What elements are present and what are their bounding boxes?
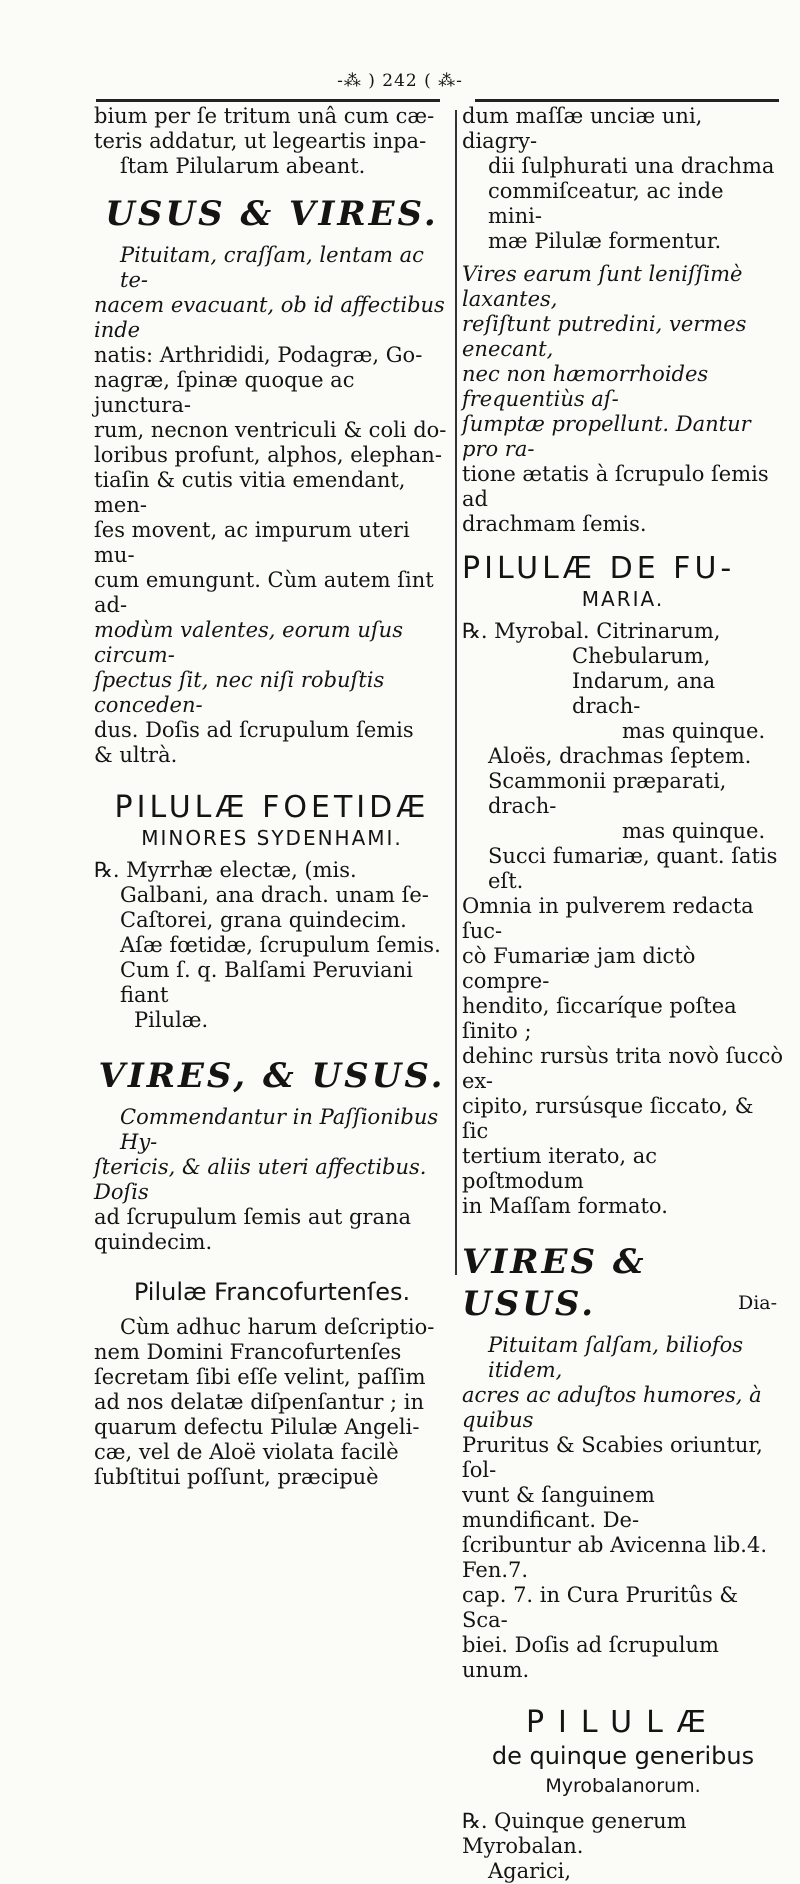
text-line: ſecretam ſibi eſſe velint, paſſim [94, 1365, 426, 1389]
text-line: drachmam ſemis. [462, 512, 647, 536]
recipe-line: Succi fumariæ, quant. ſatis eſt. [488, 844, 778, 893]
recipe-line: mas quinque. [622, 819, 766, 843]
section-heading-vires-usus-right: VIRES & USUS. [462, 1242, 647, 1324]
recipe-line: Agarici, [488, 1859, 572, 1883]
text-line: cipito, rursúsque ſiccato, & ſic [462, 1094, 754, 1143]
page-header [0, 66, 800, 96]
text-line: nagræ, ſpinæ quoque ac junctura- [94, 368, 355, 417]
text-line: hendito, ſiccaríque poſtea ſinito ; [462, 994, 737, 1043]
recipe-line: mas quinque. [622, 719, 766, 743]
recipe-line: Galbani, ana drach. unam ſe- [120, 883, 429, 907]
text-line: cap. 7. in Cura Pruritûs & Sca- [462, 1583, 739, 1632]
text-line: ſumptæ propellunt. Dantur pro ra- [462, 412, 751, 461]
text-line: dii ſulphurati una drachma [488, 154, 775, 178]
text-line: bium per ſe tritum unâ cum cæ- [94, 104, 435, 128]
text-line: tertium iterato, ac poſtmodum [462, 1144, 658, 1193]
recipe-line: Scammonii præparati, drach- [488, 769, 727, 818]
right-column [462, 100, 784, 1884]
section-heading-vires-usus: VIRES, & USUS. [98, 1056, 446, 1096]
text-line: ſtam Pilularum abeant. [120, 154, 366, 178]
page-number: -⁂ ) 242 ( ⁂- [337, 71, 463, 91]
section-subheading-myrobalanorum: Myrobalanorum. [545, 1775, 701, 1797]
recipe-line: ℞. Myrrhæ electæ, (mis. [94, 858, 357, 882]
text-line: Omnia in pulverem redacta ſuc- [462, 894, 754, 943]
text-line: ad nos delatæ diſpenſantur ; in [94, 1390, 425, 1414]
text-line: natis: Arthrididi, Podagræ, Go- [94, 343, 423, 367]
text-line: ſes movent, ac impurum uteri mu- [94, 518, 410, 567]
recipe-line: Pilulæ. [134, 1008, 209, 1032]
text-line: cum emungunt. Cùm autem ſint ad- [94, 568, 434, 617]
text-line: loribus profunt, alphos, elephan- [94, 443, 442, 467]
recipe-line: Chebularum, [572, 644, 711, 668]
section-heading-pilulae: PILULÆ [525, 1705, 721, 1740]
text-line: nacem evacuant, ob id affectibus inde [94, 293, 445, 342]
text-line: nec non hæmorrhoides frequentiùs aſ- [462, 362, 709, 411]
text-line: biei. Doſis ad ſcrupulum unum. [462, 1633, 719, 1682]
text-line: ad ſcrupulum ſemis aut grana [94, 1205, 412, 1229]
text-line: in Maſſam formato. [462, 1194, 668, 1218]
text-line: quindecim. [94, 1230, 213, 1254]
text-line: cæ, vel de Aloë violata facilè [94, 1440, 399, 1464]
text-line: cò Fumariæ jam dictò compre- [462, 944, 696, 993]
text-line: dum maſſæ unciæ uni, diagry- [462, 104, 703, 153]
recipe-line: Cum ſ. q. Balſami Peruviani fiant [120, 958, 413, 1007]
catchword: Dia- [738, 1292, 778, 1314]
section-heading-pilulae-de-fumaria: PILULÆ DE FU- [462, 551, 736, 586]
section-heading-pilulae-foetidae: PILULÆ FOETIDÆ [114, 790, 430, 825]
text-line: Pituitam ſalſam, biliofos itidem, [488, 1333, 744, 1382]
text-line: acres ac aduſtos humores, à quibus [462, 1383, 762, 1432]
text-line: mæ Pilulæ formentur. [488, 229, 722, 253]
text-line: commiſceatur, ac inde mini- [488, 179, 724, 228]
text-line: nem Domini Francofurtenſes [94, 1340, 402, 1364]
text-line: ſtericis, & aliis uteri affectibus. Doſis [94, 1155, 427, 1204]
text-line: reſiſtunt putredini, vermes enecant, [462, 312, 747, 361]
section-subheading-quinque-generibus: de quinque generibus [491, 1742, 755, 1770]
text-line: ſpectus ſit, nec niſi robuſtis conceden- [94, 668, 385, 717]
recipe-line: Aſæ fœtidæ, ſcrupulum ſemis. [120, 933, 441, 957]
text-line: Pituitam, craſſam, lentam ac te- [120, 243, 424, 292]
text-line: tione ætatis à ſcrupulo ſemis ad [462, 462, 769, 511]
text-line: Vires earum ſunt leniſſimè laxantes, [462, 262, 743, 311]
text-line: Commendantur in Paſſionibus Hy- [120, 1105, 439, 1154]
recipe-line: Caſtorei, grana quindecim. [120, 908, 407, 932]
text-line: & ultrà. [94, 743, 178, 767]
left-column [94, 100, 450, 1490]
text-line: quarum defectu Pilulæ Angeli- [94, 1415, 420, 1439]
text-line: vunt & ſanguinem mundificant. De- [462, 1483, 655, 1532]
recipe-line: ℞. Quinque generum Myrobalan. [462, 1809, 687, 1858]
text-line: dus. Doſis ad ſcrupulum ſemis [94, 718, 414, 742]
text-line: dehinc rursùs trita novò ſuccò ex- [462, 1044, 784, 1093]
recipe-line: Indarum, ana drach- [572, 669, 716, 718]
recipe-line: Aloës, drachmas ſeptem. [488, 744, 752, 768]
text-line: ſcribuntur ab Avicenna lib.4. Fen.7. [462, 1533, 768, 1582]
text-line: tiaſin & cutis vitia emendant, men- [94, 468, 406, 517]
section-subheading-maria: MARIA. [581, 587, 665, 611]
section-heading-francofurtenses: Pilulæ Francofurtenſes. [133, 1278, 411, 1306]
recipe-line: ℞. Myrobal. Citrinarum, [462, 619, 721, 643]
text-line: Cùm adhuc harum deſcriptio- [120, 1315, 435, 1339]
text-line: rum, necnon ventriculi & coli do- [94, 418, 447, 442]
column-divider [455, 110, 457, 1275]
text-line: Pruritus & Scabies oriuntur, ſol- [462, 1433, 763, 1482]
section-subheading-sydenhami: MINORES SYDENHAMI. [141, 826, 403, 850]
section-heading-usus-vires: USUS & VIRES. [105, 194, 439, 234]
text-line: modùm valentes, eorum uſus circum- [94, 618, 403, 667]
text-line: ſubſtitui poſſunt, præcipuè [94, 1465, 379, 1489]
text-line: teris addatur, ut legeartis inpa- [94, 129, 427, 153]
